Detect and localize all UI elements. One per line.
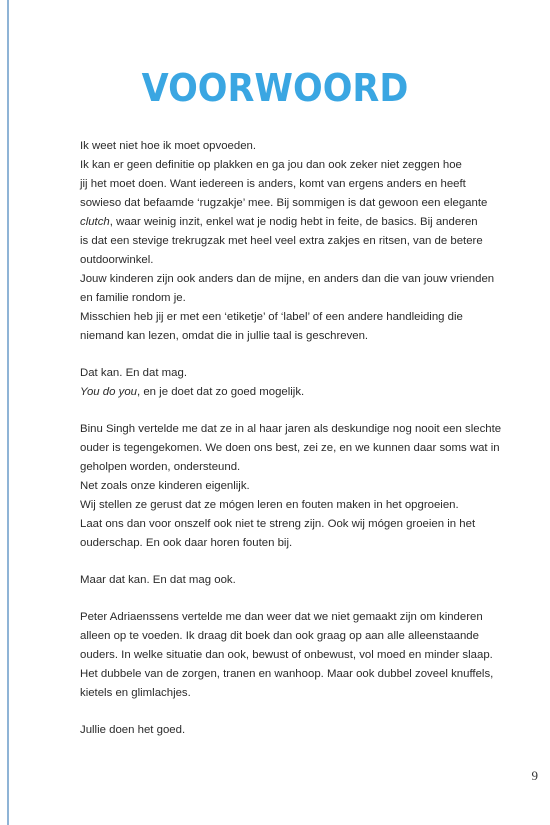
paragraph <box>80 608 520 703</box>
text-run: , en je doet dat zo goed mogelijk. <box>137 386 305 398</box>
body-text <box>80 137 520 758</box>
text-run: sowieso dat befaamde ‘rugzakje’ mee. Bij sommigen is dat gewoon een elegante <box>80 197 488 209</box>
text-run: Dat kan. En dat mag. <box>80 367 188 379</box>
paragraph <box>80 137 520 346</box>
text-line <box>80 534 520 553</box>
text-line <box>80 477 520 496</box>
text-run: Ik weet niet hoe ik moet opvoeden. <box>80 140 257 152</box>
text-line <box>80 608 520 627</box>
text-run: Jouw kinderen zijn ook anders dan de mijne, en anders dan die van jouw vrienden <box>80 273 495 285</box>
text-line <box>80 251 520 270</box>
text-line <box>80 327 520 346</box>
text-line <box>80 308 520 327</box>
text-line <box>80 270 520 289</box>
text-run: Binu Singh vertelde me dat ze in al haar jaren als deskundige nog nooit een slechte <box>80 423 502 435</box>
page-spine-line <box>7 0 9 825</box>
text-line <box>80 383 520 402</box>
text-run: Het dubbele van de zorgen, tranen en wanhoop. Maar ook dubbel zoveel knuffels, <box>80 668 494 680</box>
text-line <box>80 515 520 534</box>
page-title: VOORWOORD <box>141 66 409 110</box>
text-line <box>80 684 520 703</box>
text-run: , waar weinig inzit, enkel wat je nodig hebt in feite, de basics. Bij anderen <box>109 216 478 228</box>
text-line <box>80 646 520 665</box>
text-run: kietels en glimlachjes. <box>80 687 191 699</box>
text-line <box>80 137 520 156</box>
text-run: outdoorwinkel. <box>80 254 154 266</box>
text-run: geholpen worden, ondersteund. <box>80 461 241 473</box>
text-line <box>80 213 520 232</box>
paragraph <box>80 364 520 402</box>
text-line <box>80 289 520 308</box>
text-line <box>80 439 520 458</box>
text-run: en familie rondom je. <box>80 292 186 304</box>
text-run: Jullie doen het goed. <box>80 724 186 736</box>
text-line <box>80 665 520 684</box>
text-run: niemand kan lezen, omdat die in jullie taal is geschreven. <box>80 330 369 342</box>
page-number: 9 <box>531 768 538 783</box>
text-run: Misschien heb jij er met een ‘etiketje’ of ‘label’ of een andere handleiding die <box>80 311 463 323</box>
text-run: alleen op te voeden. Ik draag dit boek dan ook graag op aan alle alleenstaande <box>80 630 479 642</box>
text-run: Wij stellen ze gerust dat ze mógen leren en fouten maken in het opgroeien. <box>80 499 459 511</box>
text-line <box>80 496 520 515</box>
text-run: Maar dat kan. En dat mag ook. <box>80 574 236 586</box>
text-run: ouder is tegengekomen. We doen ons best, zei ze, en we kunnen daar soms wat in <box>80 442 500 454</box>
text-run: ouderschap. En ook daar horen fouten bij. <box>80 537 293 549</box>
text-line <box>80 627 520 646</box>
text-line <box>80 420 520 439</box>
text-run: Peter Adriaenssens vertelde me dan weer dat we niet gemaakt zijn om kinderen <box>80 611 483 623</box>
text-line <box>80 194 520 213</box>
text-run: jij het moet doen. Want iedereen is anders, komt van ergens anders en heeft <box>80 178 466 190</box>
text-line <box>80 232 520 251</box>
text-run: is dat een stevige trekrugzak met heel veel extra zakjes en ritsen, van de betere <box>80 235 483 247</box>
paragraph <box>80 571 520 590</box>
text-line <box>80 721 520 740</box>
text-run: ouders. In welke situatie dan ook, bewust of onbewust, vol moed en minder slaap. <box>80 649 493 661</box>
paragraph <box>80 721 520 740</box>
text-run: Laat ons dan voor onszelf ook niet te streng zijn. Ook wij mógen groeien in het <box>80 518 476 530</box>
text-line <box>80 364 520 383</box>
text-run: Ik kan er geen definitie op plakken en ga jou dan ook zeker niet zeggen hoe <box>80 159 462 171</box>
text-line <box>80 458 520 477</box>
text-line <box>80 571 520 590</box>
italic-text-run: clutch <box>80 216 110 228</box>
text-line <box>80 175 520 194</box>
paragraph <box>80 420 520 553</box>
italic-text-run: You do you <box>80 386 138 398</box>
text-run: Net zoals onze kinderen eigenlijk. <box>80 480 250 492</box>
text-line <box>80 156 520 175</box>
